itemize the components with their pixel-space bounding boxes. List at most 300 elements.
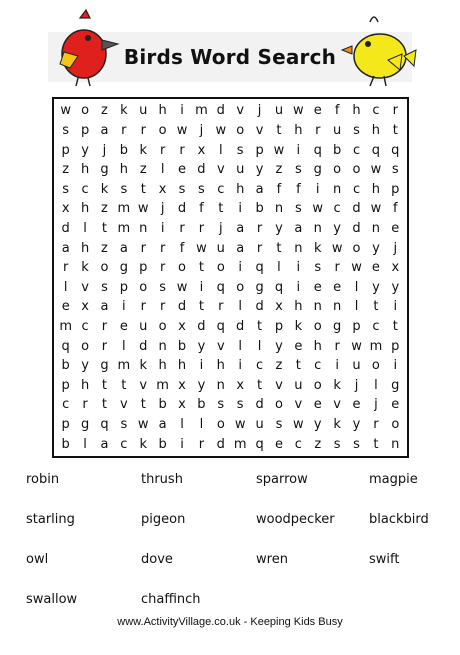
grid-letter: c bbox=[255, 358, 264, 374]
grid-letter: a bbox=[294, 220, 303, 236]
grid-letter: s bbox=[178, 181, 186, 197]
grid-letter: m bbox=[156, 377, 169, 393]
grid-letter: f bbox=[276, 181, 282, 197]
grid-letter: x bbox=[158, 181, 167, 197]
grid-letter: q bbox=[255, 260, 264, 276]
grid-letter: e bbox=[294, 338, 303, 354]
grid-letter: w bbox=[137, 201, 149, 217]
grid-letter: c bbox=[333, 201, 341, 217]
grid-letter: x bbox=[197, 142, 206, 158]
grid-letter: r bbox=[63, 260, 69, 276]
grid-letter: a bbox=[100, 122, 109, 138]
grid-letter: d bbox=[352, 220, 361, 236]
grid-letter: h bbox=[371, 122, 381, 138]
grid-letter: r bbox=[101, 338, 108, 354]
grid-letter: j bbox=[354, 377, 359, 393]
grid-letter: k bbox=[120, 103, 128, 119]
grid-letter: r bbox=[159, 260, 166, 276]
grid-letter: a bbox=[158, 417, 167, 433]
grid-letter: i bbox=[393, 358, 398, 374]
grid-letter: c bbox=[120, 436, 128, 452]
grid-letter: e bbox=[313, 103, 322, 119]
grid-letter: x bbox=[81, 299, 89, 315]
grid-letter: u bbox=[294, 377, 303, 393]
grid-letter: k bbox=[294, 319, 303, 335]
grid-letter: w bbox=[137, 417, 149, 433]
grid-letter: r bbox=[140, 240, 146, 256]
grid-letter: k bbox=[333, 417, 341, 433]
grid-letter: r bbox=[256, 240, 263, 256]
grid-letter: q bbox=[61, 338, 70, 354]
grid-letter: r bbox=[218, 299, 224, 315]
grid-letter: a bbox=[61, 240, 70, 256]
grid-letter: i bbox=[199, 358, 204, 374]
grid-letter: w bbox=[370, 201, 382, 217]
grid-letter: t bbox=[257, 319, 263, 335]
grid-letter: l bbox=[122, 338, 126, 354]
grid-letter: q bbox=[274, 279, 284, 295]
grid-letter: s bbox=[120, 417, 128, 433]
grid-letter: x bbox=[391, 260, 400, 276]
grid-letter: c bbox=[62, 397, 70, 413]
grid-letter: l bbox=[238, 299, 242, 315]
grid-letter: w bbox=[351, 338, 362, 354]
word-list bbox=[26, 472, 436, 612]
grid-letter: n bbox=[313, 299, 322, 315]
grid-letter: x bbox=[178, 397, 186, 413]
grid-letter: h bbox=[313, 338, 322, 354]
grid-letter: m bbox=[369, 338, 383, 354]
grid-letter: n bbox=[274, 201, 284, 217]
grid-letter: h bbox=[80, 162, 90, 178]
grid-letter: a bbox=[236, 240, 245, 256]
grid-letter: l bbox=[83, 436, 87, 452]
grid-letter: p bbox=[255, 142, 264, 158]
grid-letter: d bbox=[216, 103, 225, 119]
grid-letter: v bbox=[275, 377, 283, 393]
grid-letter: p bbox=[119, 279, 128, 295]
grid-letter: t bbox=[218, 201, 224, 217]
grid-letter: c bbox=[314, 358, 322, 374]
grid-letter: i bbox=[296, 260, 301, 276]
grid-letter: r bbox=[140, 299, 146, 315]
grid-letter: e bbox=[119, 319, 128, 335]
grid-letter: y bbox=[352, 417, 361, 433]
grid-letter: v bbox=[216, 162, 225, 178]
grid-letter: m bbox=[117, 220, 131, 236]
grid-letter: j bbox=[374, 397, 378, 413]
grid-letter: n bbox=[333, 181, 342, 197]
grid-letter: g bbox=[313, 162, 322, 178]
grid-letter: u bbox=[333, 122, 342, 138]
grid-letter: r bbox=[82, 397, 88, 413]
grid-letter: l bbox=[160, 162, 165, 178]
grid-letter: v bbox=[216, 338, 225, 354]
grid-letter: y bbox=[391, 279, 400, 295]
grid-letter: n bbox=[294, 240, 303, 256]
grid-letter: x bbox=[178, 377, 186, 393]
grid-letter: i bbox=[238, 358, 242, 374]
grid-letter: l bbox=[199, 417, 204, 433]
grid-letter: o bbox=[81, 338, 90, 354]
grid-letter: h bbox=[80, 201, 90, 217]
grid-letter: f bbox=[296, 181, 301, 197]
grid-letter: o bbox=[391, 417, 400, 433]
grid-letter: r bbox=[392, 103, 398, 119]
grid-letter: g bbox=[119, 260, 128, 276]
grid-letter: p bbox=[61, 377, 70, 393]
grid-letter: w bbox=[176, 279, 188, 295]
grid-letter: d bbox=[236, 319, 245, 335]
grid-letter: p bbox=[61, 142, 70, 158]
grid-letter: y bbox=[313, 417, 322, 433]
grid-letter: e bbox=[391, 220, 400, 236]
grid-letter: i bbox=[199, 279, 204, 295]
grid-letter: x bbox=[275, 299, 283, 315]
grid-letter: z bbox=[101, 201, 108, 217]
grid-letter: m bbox=[233, 436, 247, 452]
grid-letter: d bbox=[197, 162, 206, 178]
grid-letter: y bbox=[255, 162, 264, 178]
grid-letter: o bbox=[313, 377, 322, 393]
grid-letter: s bbox=[159, 279, 167, 295]
grid-letter: k bbox=[81, 260, 89, 276]
grid-letter: h bbox=[352, 103, 361, 119]
grid-letter: v bbox=[333, 397, 341, 413]
grid-letter: s bbox=[198, 181, 205, 197]
grid-letter: v bbox=[120, 397, 128, 413]
grid-letter: e bbox=[274, 436, 283, 452]
grid-letter: c bbox=[372, 103, 380, 119]
grid-letter: i bbox=[160, 220, 165, 236]
grid-letter: r bbox=[140, 122, 146, 138]
grid-letter: d bbox=[255, 299, 264, 315]
grid-letter: l bbox=[277, 260, 281, 276]
word-item: woodpecker bbox=[256, 512, 335, 527]
grid-letter: o bbox=[236, 279, 245, 295]
grid-letter: e bbox=[313, 279, 322, 295]
grid-letter: w bbox=[215, 122, 227, 138]
grid-letter: z bbox=[101, 240, 108, 256]
grid-letter: z bbox=[275, 162, 283, 178]
word-item: blackbird bbox=[369, 512, 429, 527]
grid-letter: o bbox=[216, 417, 225, 433]
grid-letter: r bbox=[315, 122, 321, 138]
grid-letter: t bbox=[140, 181, 146, 197]
grid-letter: r bbox=[256, 220, 263, 236]
grid-letter: h bbox=[80, 377, 90, 393]
grid-letter: r bbox=[179, 142, 185, 158]
word-item: wren bbox=[256, 552, 288, 567]
grid-letter: d bbox=[216, 436, 225, 452]
grid-letter: d bbox=[177, 299, 187, 315]
grid-letter: o bbox=[100, 260, 109, 276]
page-title: Birds Word Search bbox=[123, 45, 337, 69]
grid-letter: k bbox=[100, 181, 109, 197]
grid-letter: t bbox=[392, 319, 398, 335]
grid-letter: y bbox=[275, 220, 283, 236]
grid-letter: n bbox=[333, 299, 342, 315]
grid-letter: w bbox=[312, 201, 324, 217]
grid-letter: f bbox=[393, 201, 398, 217]
grid-letter: c bbox=[372, 319, 380, 335]
grid-letter: p bbox=[139, 260, 148, 276]
grid-letter: t bbox=[121, 377, 127, 393]
grid-letter: v bbox=[236, 103, 245, 119]
grid-letter: o bbox=[81, 103, 90, 119]
grid-letter: s bbox=[217, 397, 225, 413]
grid-letter: t bbox=[276, 240, 282, 256]
grid-letter: u bbox=[274, 103, 284, 119]
grid-letter: o bbox=[158, 319, 167, 335]
grid-letter: s bbox=[101, 279, 108, 295]
grid-letter: p bbox=[274, 319, 284, 335]
grid-letter: l bbox=[238, 338, 242, 354]
grid-letter: b bbox=[61, 436, 70, 452]
word-item: robin bbox=[26, 472, 60, 487]
grid-letter: s bbox=[333, 436, 341, 452]
grid-letter: t bbox=[392, 122, 398, 138]
grid-letter: b bbox=[333, 142, 342, 158]
grid-letter: r bbox=[101, 319, 108, 335]
grid-letter: v bbox=[294, 397, 303, 413]
grid-letter: w bbox=[293, 103, 304, 119]
grid-letter: m bbox=[117, 201, 131, 217]
grid-letter: h bbox=[119, 162, 128, 178]
word-item: pigeon bbox=[141, 512, 186, 527]
word-item: swallow bbox=[26, 592, 78, 607]
grid-letter: q bbox=[216, 319, 225, 335]
grid-letter: s bbox=[62, 181, 70, 197]
grid-letter: e bbox=[371, 260, 380, 276]
grid-letter: b bbox=[61, 358, 70, 374]
grid-letter: o bbox=[313, 319, 322, 335]
grid-letter: h bbox=[177, 358, 187, 374]
grid-letter: a bbox=[100, 299, 109, 315]
grid-letter: t bbox=[140, 397, 146, 413]
grid-letter: w bbox=[351, 260, 362, 276]
grid-letter: p bbox=[80, 122, 90, 138]
grid-letter: c bbox=[352, 181, 361, 197]
grid-letter: d bbox=[177, 201, 187, 217]
grid-letter: t bbox=[101, 220, 108, 236]
grid-letter: c bbox=[81, 181, 89, 197]
grid-letter: l bbox=[374, 377, 378, 393]
grid-letter: u bbox=[139, 103, 148, 119]
grid-letter: o bbox=[274, 397, 283, 413]
grid-letter: i bbox=[296, 279, 301, 295]
grid-letter: z bbox=[139, 162, 147, 178]
grid-letter: a bbox=[255, 181, 264, 197]
grid-letter: j bbox=[393, 240, 398, 256]
grid-letter: h bbox=[236, 181, 245, 197]
grid-letter: i bbox=[180, 436, 184, 452]
grid-letter: o bbox=[333, 162, 342, 178]
grid-letter: a bbox=[236, 220, 245, 236]
grid-letter: f bbox=[199, 201, 204, 217]
grid-letter: w bbox=[234, 417, 246, 433]
grid-letter: h bbox=[158, 103, 167, 119]
grid-letter: e bbox=[61, 299, 70, 315]
grid-letter: b bbox=[158, 436, 167, 452]
grid-letter: k bbox=[139, 358, 147, 374]
grid-letter: k bbox=[139, 436, 147, 452]
grid-letter: z bbox=[275, 358, 283, 374]
grid-letter: u bbox=[139, 319, 148, 335]
grid-letter: b bbox=[197, 397, 206, 413]
grid-letter: k bbox=[139, 142, 147, 158]
grid-letter: w bbox=[60, 103, 71, 119]
word-item: sparrow bbox=[256, 472, 308, 487]
grid-letter: l bbox=[354, 299, 359, 315]
grid-letter: t bbox=[373, 299, 379, 315]
grid-letter: v bbox=[255, 122, 264, 138]
grid-letter: s bbox=[236, 397, 244, 413]
grid-letter: j bbox=[102, 142, 107, 158]
grid-letter: l bbox=[257, 338, 262, 354]
grid-letter: g bbox=[255, 279, 264, 295]
grid-letter: r bbox=[121, 122, 127, 138]
grid-letter: t bbox=[373, 436, 379, 452]
grid-letter: d bbox=[139, 338, 148, 354]
grid-letter: i bbox=[335, 358, 339, 374]
grid-letter: d bbox=[255, 397, 264, 413]
grid-letter: o bbox=[158, 122, 167, 138]
grid-letter: n bbox=[216, 377, 225, 393]
grid-letter: x bbox=[178, 319, 186, 335]
grid-letter: s bbox=[314, 260, 322, 276]
grid-letter: t bbox=[101, 397, 108, 413]
grid-letter: r bbox=[198, 436, 205, 452]
grid-letter: m bbox=[195, 103, 208, 119]
grid-letter: q bbox=[391, 142, 400, 158]
grid-letter: h bbox=[80, 240, 90, 256]
grid-letter: o bbox=[352, 240, 361, 256]
grid-letter: s bbox=[120, 181, 128, 197]
grid-letter: i bbox=[180, 103, 184, 119]
grid-letter: t bbox=[101, 377, 108, 393]
grid-letter: c bbox=[294, 436, 302, 452]
grid-letter: h bbox=[294, 299, 303, 315]
grid-letter: i bbox=[238, 260, 242, 276]
grid-letter: c bbox=[81, 319, 89, 335]
grid-letter: r bbox=[159, 142, 166, 158]
grid-letter: q bbox=[371, 142, 381, 158]
grid-letter: q bbox=[255, 436, 264, 452]
grid-letter: i bbox=[238, 201, 242, 217]
grid-letter: p bbox=[391, 338, 400, 354]
grid-letter: s bbox=[294, 201, 302, 217]
grid-letter: h bbox=[371, 181, 381, 197]
grid-letter: h bbox=[294, 122, 303, 138]
grid-letter: p bbox=[391, 181, 400, 197]
grid-letter: y bbox=[372, 240, 380, 256]
grid-letter: a bbox=[119, 240, 128, 256]
grid-letter: l bbox=[83, 220, 87, 236]
grid-letter: n bbox=[313, 220, 322, 236]
grid-letter: y bbox=[81, 142, 89, 158]
grid-letter: n bbox=[371, 220, 381, 236]
grid-letter: n bbox=[391, 436, 400, 452]
grid-letter: d bbox=[197, 319, 206, 335]
grid-letter: l bbox=[63, 279, 68, 295]
grid-letter: o bbox=[236, 122, 245, 138]
grid-letter: r bbox=[334, 260, 340, 276]
grid-letter: y bbox=[333, 220, 341, 236]
grid-letter: j bbox=[199, 122, 204, 138]
grid-letter: t bbox=[276, 122, 282, 138]
grid-letter: u bbox=[255, 417, 264, 433]
grid-letter: u bbox=[352, 358, 361, 374]
grid-letter: x bbox=[61, 201, 70, 217]
grid-letter: e bbox=[391, 397, 400, 413]
grid-letter: d bbox=[352, 201, 361, 217]
grid-letter: n bbox=[139, 220, 148, 236]
grid-letter: t bbox=[198, 260, 204, 276]
grid-letter: o bbox=[371, 358, 380, 374]
grid-letter: o bbox=[178, 260, 186, 276]
grid-letter: o bbox=[352, 162, 361, 178]
grid-letter: j bbox=[257, 103, 262, 119]
grid-letter: h bbox=[158, 358, 167, 374]
grid-letter: b bbox=[119, 142, 128, 158]
grid-letter: t bbox=[198, 299, 204, 315]
word-item: owl bbox=[26, 552, 49, 567]
grid-letter: s bbox=[236, 142, 244, 158]
grid-letter: r bbox=[159, 240, 166, 256]
letter-grid bbox=[52, 97, 409, 458]
grid-letter: e bbox=[333, 279, 342, 295]
grid-letter: s bbox=[353, 122, 360, 138]
grid-letter: d bbox=[61, 220, 70, 236]
grid-letter: y bbox=[275, 338, 283, 354]
grid-letter: l bbox=[180, 417, 184, 433]
grid-letter: g bbox=[100, 358, 109, 374]
grid-letter: e bbox=[178, 162, 187, 178]
grid-letter: s bbox=[275, 417, 283, 433]
grid-letter: z bbox=[62, 162, 70, 178]
grid-letter: u bbox=[236, 162, 245, 178]
word-item: thrush bbox=[141, 472, 183, 487]
grid-letter: z bbox=[101, 103, 108, 119]
grid-letter: r bbox=[159, 299, 166, 315]
grid-letter: k bbox=[313, 240, 322, 256]
grid-letter: i bbox=[122, 299, 126, 315]
grid-letter: p bbox=[61, 417, 70, 433]
grid-letter: j bbox=[160, 201, 165, 217]
grid-letter: n bbox=[158, 338, 167, 354]
grid-letter: k bbox=[333, 377, 341, 393]
grid-letter: r bbox=[198, 220, 205, 236]
grid-letter: b bbox=[158, 397, 167, 413]
grid-letter: w bbox=[176, 122, 188, 138]
grid-letter: v bbox=[81, 279, 89, 295]
grid-letter: m bbox=[59, 319, 73, 335]
word-item: swift bbox=[369, 552, 400, 567]
grid-letter: b bbox=[255, 201, 264, 217]
grid-letter: g bbox=[391, 377, 400, 393]
grid-letter: i bbox=[315, 181, 320, 197]
grid-letter: b bbox=[177, 338, 187, 354]
word-item: starling bbox=[26, 512, 75, 527]
word-item: magpie bbox=[369, 472, 418, 487]
grid-letter: t bbox=[295, 358, 301, 374]
grid-letter: e bbox=[352, 397, 361, 413]
grid-letter: h bbox=[216, 358, 225, 374]
grid-letter: p bbox=[352, 319, 361, 335]
footer-credit: www.ActivityVillage.co.uk - Keeping Kids Busy bbox=[117, 616, 343, 628]
grid-letter: o bbox=[139, 279, 148, 295]
